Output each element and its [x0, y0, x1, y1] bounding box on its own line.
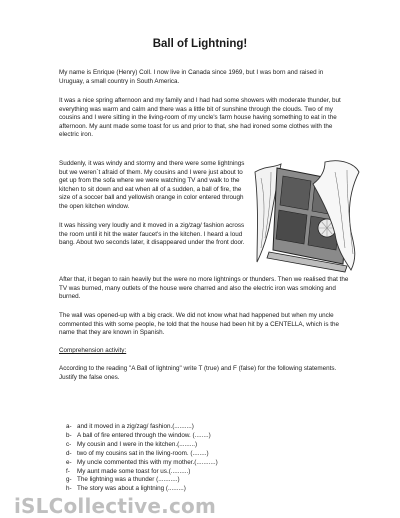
list-item: d- two of my cousins sat in the living-room. (........) [66, 449, 209, 457]
list-item: a- and it moved in a zig/zag/ fashion.(..........) [66, 423, 194, 430]
paragraph-storm: Suddenly, it was windy and stormy and there were some lightnings but we weren´t afraid of them. My cousins and I were just about to get up from the sofa where we were watching TV and walk to the kitchen to sit down and eat when all of a sudden, a ball of fire, the size of a soccer ball and yellowish orange in color entered through the open kitchen window. [59, 160, 245, 210]
page-title: Ball of Lightning! [152, 38, 248, 50]
paragraph-wall: The wall was opened-up with a big crack. We did not know what had happened but when my uncle commented this with some people, he told that the house had been hit by a CENTELLA, which is the name that they are known in Spanish. [59, 312, 340, 337]
list-item: b- A ball of fire entered through the window. (........) [66, 431, 211, 439]
list-item: h- The story was about a lightning (.........) [66, 485, 186, 493]
comprehension-heading: Comprehension activity: [59, 347, 127, 354]
paragraph-after: After that, it began to rain heavily but the were no more lightnings or thunders. Then we realised that the TV was burned, many outlets of the house were charred and also the electric iron was smoking and burned. [59, 276, 349, 301]
paragraph-hissing: It was hissing very loudly and it moved in a zig/zag/ fashion across the room until it hit the water faucet's in the kitchen. I heard a loud bang. About two seconds later, it disappeared under the front door. [59, 222, 245, 247]
list-item: f- My aunt made some toast for us.(..........) [66, 467, 191, 475]
watermark-logo: iSLCollective.com [14, 494, 217, 518]
comprehension-instructions: According to the reading "A Ball of lightning" write T (true) and F (false) for the following statements. Justify the false ones. [59, 365, 337, 381]
paragraph-intro: My name is Enrique (Henry) Coll. I now live in Canada since 1969, but I was born and raised in Uruguay, a small country in South America. [59, 69, 324, 85]
paragraph-afternoon: It was a nice spring afternoon and my family and I had had some showers with moderate thunder, but everything was warm and calm and there was a little bit of sunshine through the clouds. Two of my cousins and I were sitting in the living-room of my uncle's farm house having something to eat in the afternoon. My aunt made some toast for us and prior to that, she had ironed some clothes with the electric iron. [59, 97, 341, 139]
list-item: e- My uncle commented this with my mother.(...........) [66, 458, 218, 466]
ball-lightning-window-illustration [251, 158, 361, 276]
list-item: g- The lightning was a thunder (...........) [66, 476, 180, 484]
statement-list [66, 423, 218, 494]
list-item: c- My cousin and I were in the kitchen.(.........) [66, 440, 198, 448]
